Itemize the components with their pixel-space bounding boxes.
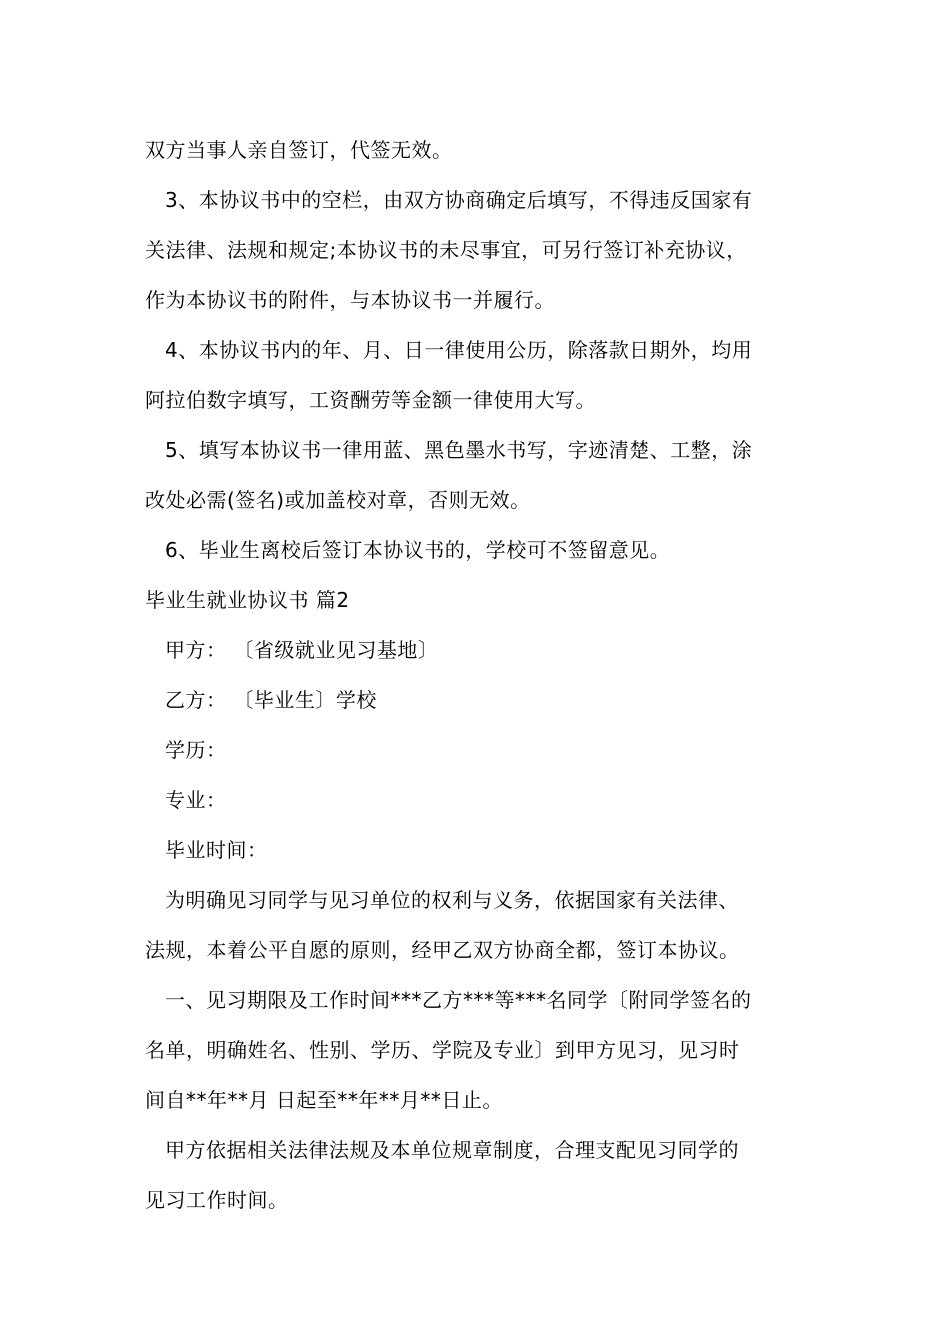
graduation-time-line: 毕业时间： [165,838,268,862]
text-line: 双方当事人亲自签订，代签无效。 [145,138,453,162]
education-line: 学历： [165,738,227,762]
party-a-line: 甲方： 〔省级就业见习基地〕 [165,638,439,662]
section-title: 毕业生就业协议书 篇2 [145,588,350,612]
text-line: 4、本协议书内的年、月、日一律使用公历，除落款日期外，均用 [165,338,753,362]
text-line: 间自**年**月 日起至**年**月**日止。 [145,1088,503,1112]
major-line: 专业： [165,788,227,812]
text-line: 甲方依据相关法律法规及本单位规章制度，合理支配见习同学的 [165,1138,739,1162]
text-line: 5、填写本协议书一律用蓝、黑色墨水书写，字迹清楚、工整，涂 [165,438,753,462]
party-b-line: 乙方： 〔毕业生〕学校 [165,688,377,712]
text-line: 关法律、法规和规定;本协议书的未尽事宜，可另行签订补充协议， [145,238,747,262]
text-line: 阿拉伯数字填写，工资酬劳等金额一律使用大写。 [145,388,596,412]
text-line: 名单，明确姓名、性别、学历、学院及专业〕到甲方见习，见习时 [145,1038,740,1062]
text-line: 6、毕业生离校后签订本协议书的，学校可不签留意见。 [165,538,671,562]
text-line: 为明确见习同学与见习单位的权利与义务，依据国家有关法律、 [165,888,739,912]
text-line: 改处必需(签名)或加盖校对章，否则无效。 [145,488,531,512]
text-line: 法规，本着公平自愿的原则，经甲乙双方协商全都，签订本协议。 [145,938,740,962]
text-line: 3、本协议书中的空栏，由双方协商确定后填写，不得违反国家有 [165,188,753,212]
text-line: 一、见习期限及工作时间***乙方***等***名同学〔附同学签名的 [165,988,752,1012]
text-line: 见习工作时间。 [145,1188,289,1212]
text-line: 作为本协议书的附件，与本协议书一并履行。 [145,288,555,312]
